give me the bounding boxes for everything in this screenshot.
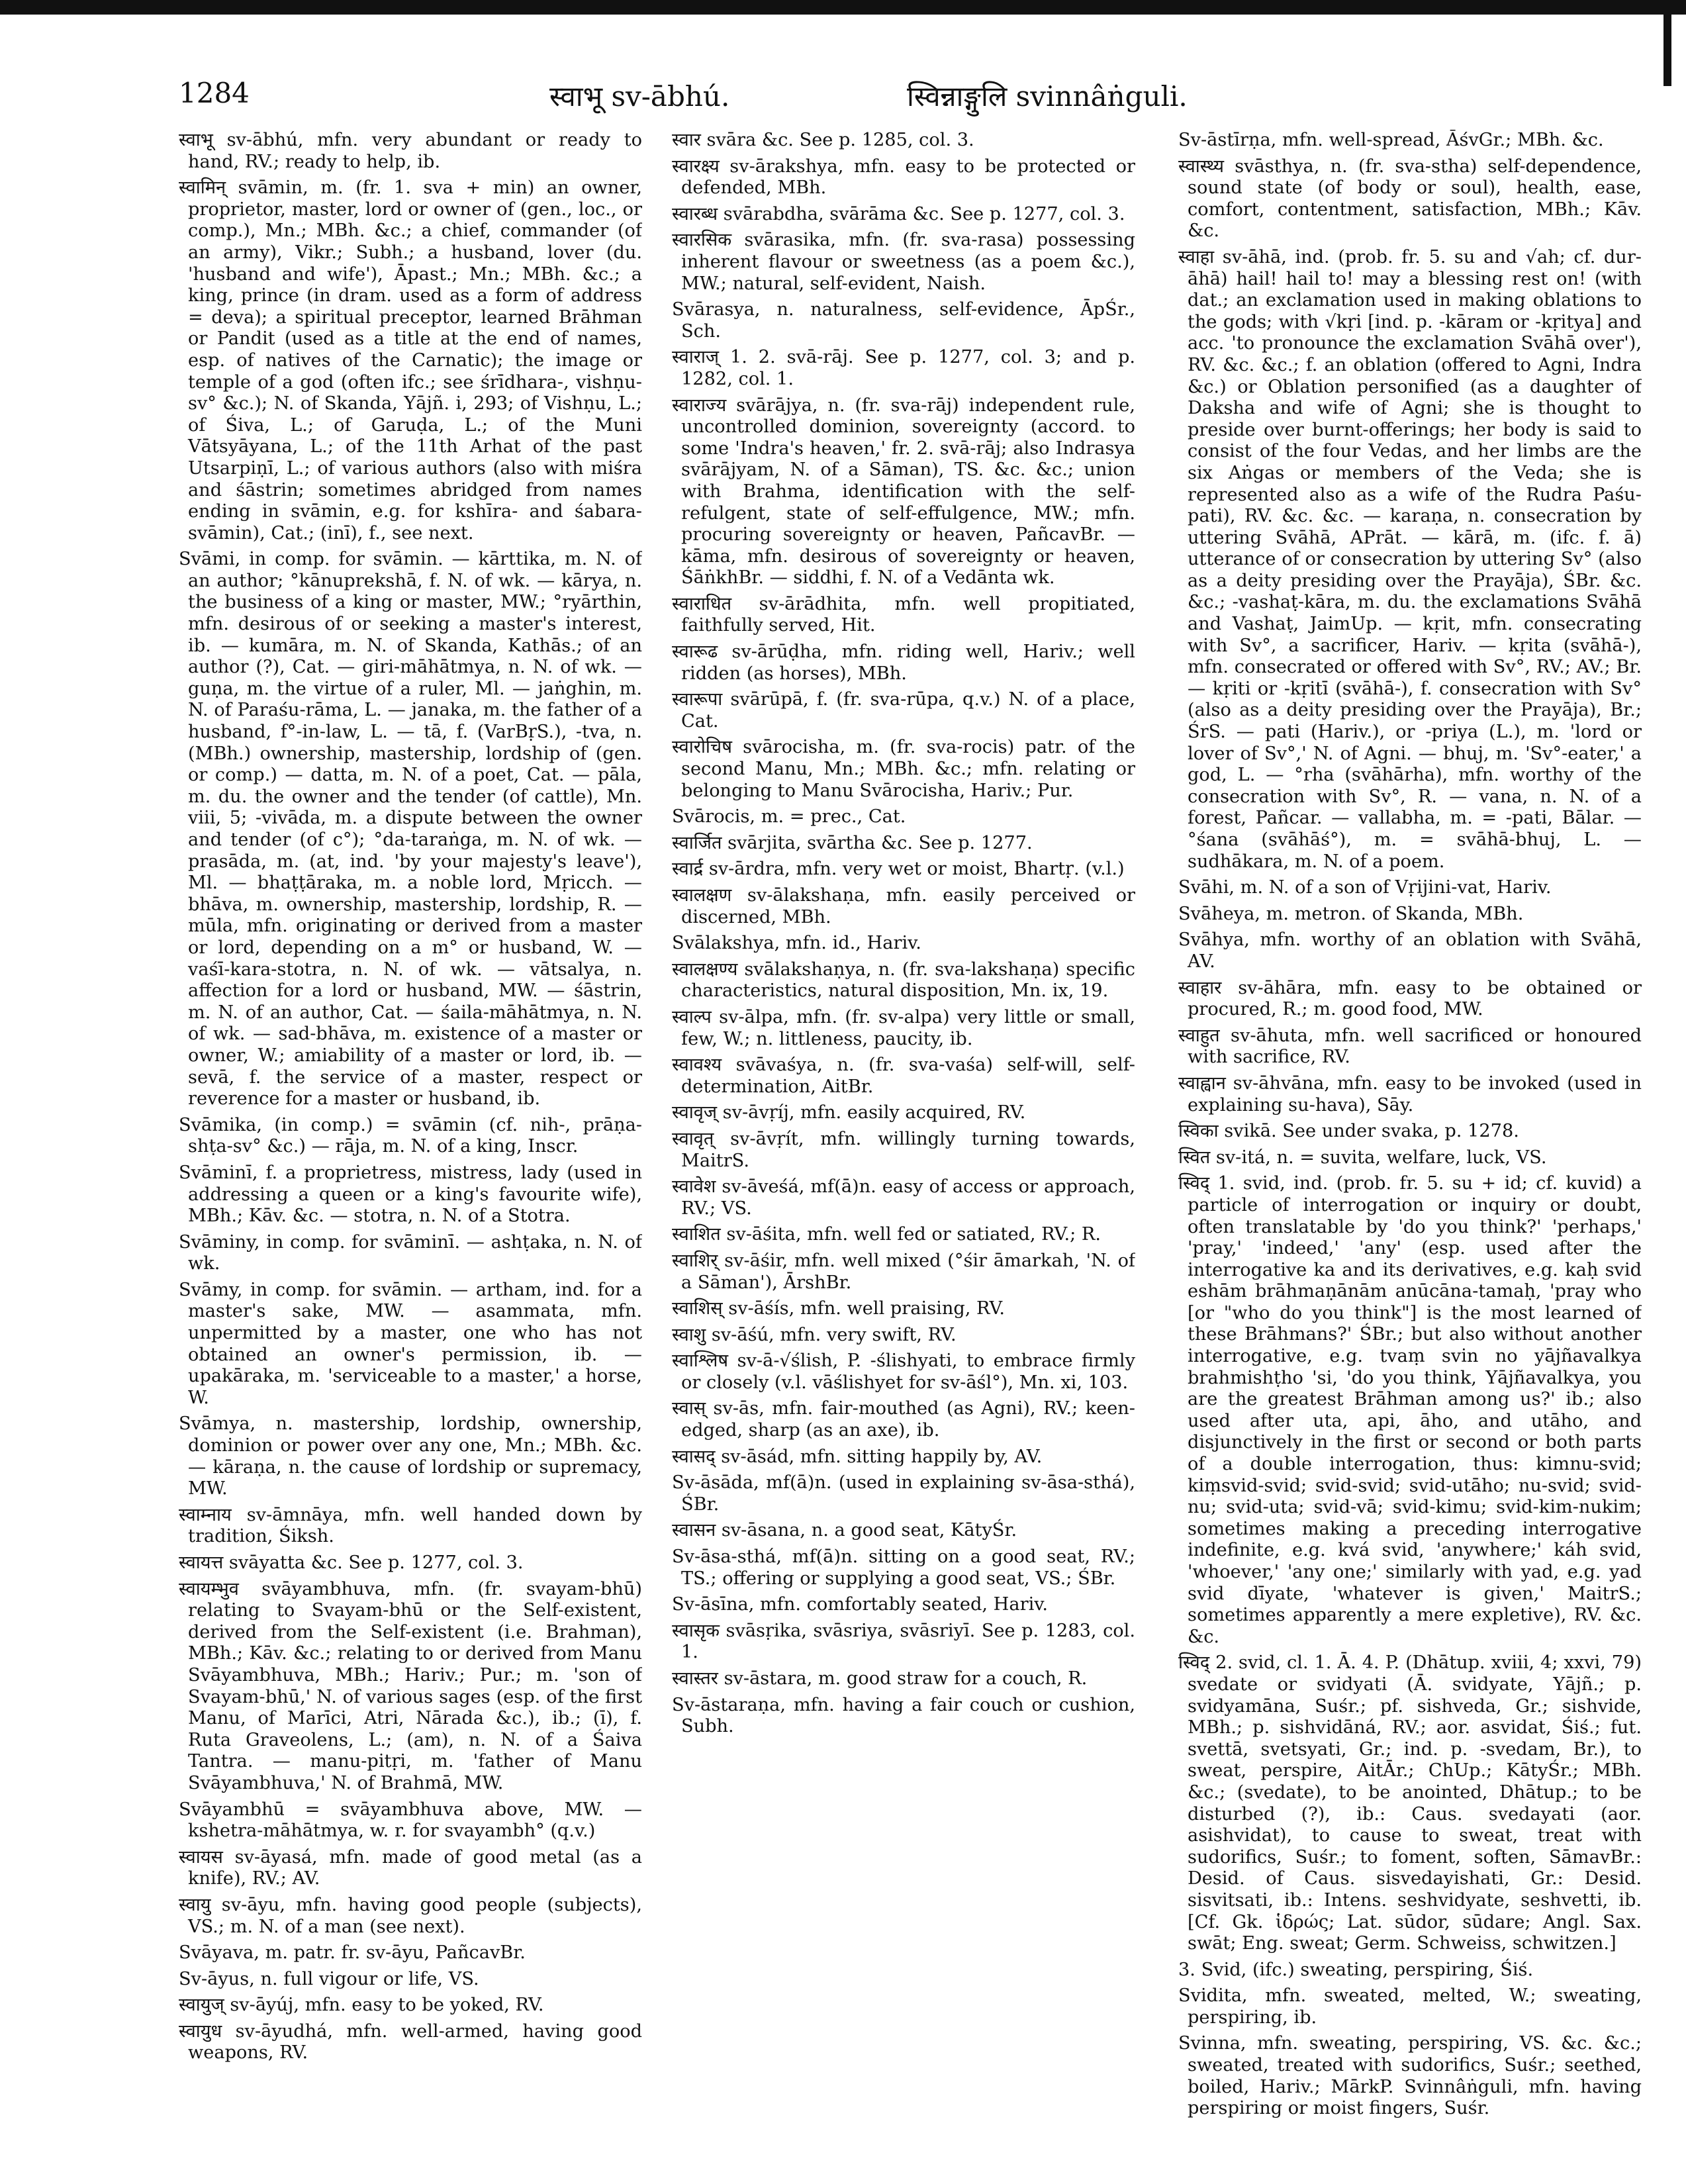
dictionary-entry: स्वाहा sv-āhā, ind. (prob. fr. 5. su and √ah; cf. dur-āhā) hail! hail to! may a blessing rest on! (with dat.; an exclamation used in making oblations to the gods; with √kṛi [ind. p. -kāram or -kṛitya] and acc. 'to pronounce the exclamation Svāhā over'), RV. &c. &c.; f. an oblation (offered to Agni, Indra &c.) or Oblation personified (as a daughter of Daksha and wife of Agni; she is thought to preside over burnt-offerings; her body is said to consist of the four Vedas, and her limbs are the six Aṅgas or members of the Veda; she is represented also as a wife of the Rudra Paśu-pati), RV. &c. &c. — karaṇa, n. consecration by uttering Svāhā, APrāt. — kārā, m. (ifc. f. ā) utterance of or consecration by uttering Sv° (also as a deity presiding over the Prayāja), ŚBr. &c. &c.; -vashaṭ-kāra, m. du. the exclamations Svāhā and Vashaṭ, JaimUp. — kṛit, mfn. consecrating with Sv°, a sacrificer, Hariv. — kṛita (svāhā-), mfn. consecrated or offered with Sv°, RV.; AV.; Br. — kṛiti or -kṛitī (svāhā-), f. consecration with Sv° (also as a deity presiding over the Prayāja), Br.; ŚrS. — pati (Hariv.), or -priya (L.), m. 'lord or lover of Sv°,' N. of Agni. — bhuj, m. 'Sv°-eater,' a god, L. — °rha (svāhārha), mfn. worthy of the consecration with Sv°, R. — vana, n. N. of a forest, Pañcar. — vallabha, m. = -pati, Bālar. — °śana (svāhāś°), m. = svāhā-bhuj, L. — sudhākara, m. N. of a poem. (1178, 246, 1642, 872)
dictionary-entry: Svāyava, m. patr. fr. sv-āyu, PañcavBr. (179, 1942, 526, 1964)
dictionary-entry: Sv-āyus, n. full vigour or life, VS. (179, 1968, 479, 1989)
dictionary-entry: स्वालक्षण sv-ālakshaṇa, mfn. easily perceived or discerned, MBh. (672, 885, 1135, 927)
dictionary-entry: स्वारसिक svārasika, mfn. (fr. sva-rasa) possessing inherent flavour or sweetness (as a poem &c.), MW.; natural, self-evident, Naish. (672, 230, 1135, 294)
dictionary-entry: स्वारूढ sv-ārūḍha, mfn. riding well, Hariv.; well ridden (as horses), MBh. (672, 641, 1135, 684)
dictionary-entry: स्विद् 2. svid, cl. 1. Ā. 4. P. (Dhātup. xviii, 4; xxvi, 79) svedate or svidyati (Ā. svidyate, Yājñ.; p. svidyamāna, Suśr.; pf. sishveda, Gr.; sishvide, MBh.; p. sishvidāná, RV.; aor. asvidat, Śiś.; fut. svettā, svetsyati, Gr.; ind. p. -svedam, Br.), to sweat, perspire, AitĀr.; ChUp.; KātyŚr.; MBh. &c.; (svedate), to be anointed, Dhātup.; to be disturbed (?), ib.: Caus. svedayati (aor. asishvidat), to cause to sweat, treat with sudorifics, Suśr.; to foment, soften, SāmavBr.: Desid. of Caus. sisvedayishati, Gr.: Desid. sisvitsati, ib.: Intens. seshvidyate, seshvetti, ib. [Cf. Gk. ἱδρώς; Lat. sūdor, sūdare; Angl. Sax. swāt; Eng. sweat; Germ. Schweiss, schwitzen.] (1178, 1652, 1642, 1954)
dictionary-entry: Svāminī, f. a proprietress, mistress, lady (used in addressing a queen or a king's favourite wife), MBh.; Kāv. &c. — stotra, n. N. of a Stotra. (179, 1162, 642, 1227)
dictionary-entry: स्वाशु sv-āśú, mfn. very swift, RV. (672, 1324, 957, 1345)
page-header (179, 71, 1671, 124)
top-rule (0, 0, 1686, 15)
dictionary-entry: स्वामिन् svāmin, m. (fr. 1. sva + min) an owner, proprietor, master, lord or owner of (gen., loc., or comp.), Mn.; MBh. &c.; a chief, commander (of an army), Vikr.; Subh.; a husband, lover (du. 'husband and wife'), Āpast.; Mn.; MBh. &c.; a king, prince (in dram. used as a form of address = deva); a spiritual preceptor, learned Brāhman or Pandit (used as a title at the end of names, esp. of natives of the Carnatic); the image or temple of a god (often ifc.; see śrīdhara-, vishṇu-sv° &c.); N. of Skanda, Yājñ. i, 293; of Vishṇu, L.; of Śiva, L.; of Garuḍa, L.; of the Muni Vātsyāyana, L.; of the 11th Arhat of the past Utsarpiṇī, L.; of various authors (also with miśra and śāstrin; sometimes abridged from names ending in svāmin, e.g. for kshīra- and śabara-svāmin), Cat.; (inī), f., see next. (179, 177, 642, 544)
dictionary-entry: स्वारोचिष svārocisha, m. (fr. sva-rocis) patr. of the second Manu, Mn.; MBh. &c.; mfn. relating or belonging to Manu Svārocisha, Hariv.; Pur. (672, 737, 1135, 801)
column-2 (672, 130, 1135, 2156)
dictionary-entry: Svāminy, in comp. for svāminī. — ashṭaka, n. N. of wk. (179, 1231, 642, 1274)
dictionary-entry: स्वावेश sv-āveśá, mf(ā)n. easy of access or approach, RV.; VS. (672, 1176, 1135, 1219)
dictionary-entry: स्वासद् sv-āsád, mfn. sitting happily by, AV. (672, 1446, 1043, 1467)
dictionary-entry: Svārocis, m. = prec., Cat. (672, 806, 906, 828)
dictionary-entry: Svāyambhū = svāyambhuva above, MW. — kshetra-māhātmya, w. r. for svayambh° (q.v.) (179, 1799, 642, 1842)
dictionary-entry: स्वायुध sv-āyudhá, mfn. well-armed, having good weapons, RV. (179, 2020, 642, 2064)
dictionary-entry: स्वावृज् sv-āvṛíj, mfn. easily acquired, RV. (672, 1102, 1026, 1123)
dictionary-entry: Svāmya, n. mastership, lordship, ownership, dominion or power over any one, Mn.; MBh. &c. — kāraṇa, n. the cause of lordship or supremacy, MW. (179, 1413, 642, 1499)
dictionary-entry: Svidita, mfn. sweated, melted, W.; sweating, perspiring, ib. (1178, 1985, 1642, 2028)
dictionary-entry: स्वास्तर sv-āstara, m. good straw for a couch, R. (672, 1668, 1088, 1689)
dictionary-entry: स्वित sv-itá, n. = suvita, welfare, luck, VS. (1178, 1147, 1547, 1168)
dictionary-entry: स्वार svāra &c. See p. 1285, col. 3. (672, 130, 974, 150)
page-number: 1284 (179, 77, 250, 109)
dictionary-entry: Sv-āsīna, mfn. comfortably seated, Hariv. (672, 1594, 1049, 1615)
dictionary-entry: स्वाराज् 1. 2. svā-rāj. See p. 1277, col. 3; and p. 1282, col. 1. (672, 347, 1135, 389)
dictionary-entry: स्वाहार sv-āhāra, mfn. easy to be obtained or procured, R.; m. good food, MW. (1178, 977, 1642, 1020)
dictionary-entry: स्वासन sv-āsana, n. a good seat, KātyŚr. (672, 1520, 1017, 1541)
dictionary-entry: Svāhya, mfn. worthy of an oblation with Svāhā, AV. (1178, 929, 1642, 972)
dictionary-entry: स्वाशिस् sv-āśís, mfn. well praising, RV. (672, 1298, 1006, 1319)
dictionary-entry: स्वाशिर् sv-āśir, mfn. well mixed (°śir āmarkah, 'N. of a Sāman'), ĀrshBr. (672, 1250, 1135, 1293)
dictionary-entry: स्वायम्भुव svāyambhuva, mfn. (fr. svayam-bhū) relating to Svayam-bhū or the Self-existent, derived from the Self-existent (i.e. Brahman), MBh.; Kāv. &c.; relating to or derived from Manu Svāyambhuva, MBh.; Hariv.; Pur.; m. 'son of Svayam-bhū,' N. of various sages (esp. of the first Manu, of Marīci, Atri, Nārada &c.), ib.; (ī), f. Ruta Graveolens, L.; (am), n. N. of a Śaiva Tantra. — manu-pitṛi, m. 'father of Manu Svāyambhuva,' N. of Brahmā, MW. (179, 1578, 642, 1793)
dictionary-entry: स्वावश्य svāvaśya, n. (fr. sva-vaśa) self-will, self-determination, AitBr. (672, 1055, 1135, 1097)
dictionary-entry: Sv-āstaraṇa, mfn. having a fair couch or cushion, Subh. (672, 1694, 1135, 1737)
dictionary-entry: स्वाम्नाय sv-āmnāya, mfn. well handed down by tradition, Śiksh. (179, 1504, 642, 1547)
header-left-catchword: स्वाभू sv-ābhú. (549, 80, 730, 113)
dictionary-entry: स्वावृत् sv-āvṛít, mfn. willingly turning towards, MaitrS. (672, 1128, 1135, 1171)
dictionary-entry: स्वारब्ध svārabdha, svārāma &c. See p. 1277, col. 3. (672, 203, 1125, 224)
column-1 (179, 130, 642, 2156)
dictionary-entry: स्वार्द्र sv-ārdra, mfn. very wet or moist, Bhartṛ. (v.l.) (672, 859, 1125, 880)
dictionary-entry: स्वाल्प sv-ālpa, mfn. (fr. sv-alpa) very little or small, few, W.; n. littleness, paucity, ib. (672, 1006, 1135, 1049)
dictionary-entry: स्वालक्षण्य svālakshaṇya, n. (fr. sva-lakshaṇa) specific characteristics, natural disposition, Mn. ix, 19. (672, 959, 1135, 1002)
dictionary-entry: स्वायुज् sv-āyúj, mfn. easy to be yoked, RV. (179, 1995, 544, 2016)
column-3 (1178, 130, 1642, 2156)
header-right-catchword: स्विन्नाङ्गुलि svinnâṅguli. (907, 80, 1188, 113)
dictionary-entry: Svāmi, in comp. for svāmin. — kārttika, m. N. of an author; °kānuprekshā, f. N. of wk. — kārya, n. the business of a king or master, MW.; °ryārthin, mfn. desirous of or seeking a master's interest, ib. — kumāra, m. N. of Skanda, Kathās.; of an author (?), Cat. — giri-māhātmya, n. N. of wk. — guṇa, m. the virtue of a ruler, Ml. — jaṅghin, m. N. of Paraśu-rāma, L. — janaka, m. the father of a husband, f°-in-law, L. — tā, f. (VarBṛS.), -tva, n. (MBh.) ownership, mastership, lordship of (gen. or comp.) — datta, m. N. of a poet, Cat. — pāla, m. du. the owner and the tender (of cattle), Mn. viii, 5; -vivāda, m. a dispute between the owner and tender (of c°); °da-taraṅga, m. N. of wk. — prasāda, m. (at, ind. 'by your majesty's leave'), Ml. — bhaṭṭāraka, m. a noble lord, Mṛicch. — bhāva, m. ownership, mastership, lordship, R. — mūla, mfn. originating or derived from a master or lord, depending on a m° or husband, W. — vaśī-kara-stotra, n. N. of wk. — vātsalya, n. affection for a lord or husband, MW. — śāstrin, m. N. of an author, Cat. — śaila-māhātmya, n. N. of wk. — sad-bhāva, m. existence of a master or owner, W.; amiability of a master or lord, ib. — sevā, f. the service of a master, respect or reverence for a master or husband, ib. (179, 549, 642, 1110)
dictionary-entry: स्वासृक svāsṛika, svāsriya, svāsriyī. See p. 1283, col. 1. (672, 1620, 1135, 1663)
dictionary-entry: Svāheya, m. metron. of Skanda, MBh. (1178, 903, 1524, 924)
dictionary-entry: Svāmy, in comp. for svāmin. — artham, ind. for a master's sake, MW. — asammata, mfn. unpermitted by a master, one who has not obtained an owner's permission, ib. — upakāraka, m. 'serviceable to a master,' a horse, W. (179, 1279, 642, 1408)
dictionary-entry: Svāhi, m. N. of a son of Vṛijini-vat, Hariv. (1178, 877, 1552, 898)
dictionary-entry: स्विका svikā. See under svaka, p. 1278. (1178, 1121, 1519, 1142)
dictionary-entry: Svāmika, (in comp.) = svāmin (cf. nih-, prāṇa-shṭa-sv° &c.) — rāja, m. N. of a king, Inscr. (179, 1114, 642, 1157)
dictionary-entry: स्वाभू sv-ābhú, mfn. very abundant or ready to hand, RV.; ready to help, ib. (179, 130, 642, 172)
dictionary-entry: स्वायस sv-āyasá, mfn. made of good metal (as a knife), RV.; AV. (179, 1846, 642, 1889)
dictionary-entry: स्वाह्वान sv-āhvāna, mfn. easy to be invoked (used in explaining su-hava), Sāy. (1178, 1072, 1642, 1116)
dictionary-entry: स्वाहुत sv-āhuta, mfn. well sacrificed or honoured with sacrifice, RV. (1178, 1025, 1642, 1068)
dictionary-entry: Sv-āstīrṇa, mfn. well-spread, ĀśvGr.; MBh. &c. (1178, 130, 1604, 150)
dictionary-entry: 3. Svid, (ifc.) sweating, perspiring, Śiś. (1178, 1959, 1534, 1980)
dictionary-entry: स्वास्थ्य svāsthya, n. (fr. sva-stha) self-dependence, sound state (of body or soul), health, ease, comfort, contentment, satisfaction, MBh.; Kāv. &c. (1178, 156, 1642, 242)
dictionary-entry: स्वारक्ष्य sv-ārakshya, mfn. easy to be protected or defended, MBh. (672, 156, 1135, 199)
dictionary-entry: स्वाश्लिष sv-ā-√ślish, P. -ślishyati, to embrace firmly or closely (v.l. vāślishyet for sv-āśl°), Mn. xi, 103. (672, 1351, 1135, 1393)
dictionary-entry: स्वाशित sv-āśita, mfn. well fed or satiated, RV.; R. (672, 1224, 1101, 1245)
dictionary-entry: स्वास् sv-ās, mfn. fair-mouthed (as Agni), RV.; keen-edged, sharp (as an axe), ib. (672, 1398, 1135, 1441)
dictionary-entry: स्वार्जित svārjita, svārtha &c. See p. 1277. (672, 832, 1033, 853)
dictionary-entry: Sv-āsa-sthá, mf(ā)n. sitting on a good seat, RV.; TS.; offering or supplying a good seat, VS.; ŚBr. (672, 1546, 1135, 1589)
dictionary-entry: स्वाराज्य svārājya, n. (fr. sva-rāj) independent rule, uncontrolled dominion, sovereignty (accord. to some 'Indra's heaven,' fr. 2. svā-rāj; also Indrasya svārājyam, N. of a Sāman), TS. &c. &c.; union with Brahma, identification with the self-refulgent, state of self-effulgence, MW.; mfn. procuring sovereignty or heaven, PañcavBr. — kāma, mfn. desirous of sovereignty or heaven, ŚāṅkhBr. — siddhi, f. N. of a Vedānta wk. (672, 395, 1135, 589)
dictionary-entry: Svinna, mfn. sweating, perspiring, VS. &c. &c.; sweated, treated with sudorifics, Suśr.; seethed, boiled, Hariv.; MārkP. Svinnâṅguli, mfn. having perspiring or moist fingers, Suśr. (1178, 2033, 1642, 2119)
dictionary-entry: स्वायत्त svāyatta &c. See p. 1277, col. 3. (179, 1552, 524, 1573)
dictionary-entry: Sv-āsāda, mf(ā)n. (used in explaining sv-āsa-sthá), ŚBr. (672, 1472, 1135, 1515)
dictionary-entry: Svālakshya, mfn. id., Hariv. (672, 933, 921, 954)
dictionary-entry: Svārasya, n. naturalness, self-evidence, ĀpŚr., Sch. (672, 299, 1135, 342)
dictionary-entry: स्वाराधित sv-ārādhita, mfn. well propitiated, faithfully served, Hit. (672, 593, 1135, 636)
dictionary-entry: स्विद् 1. svid, ind. (prob. fr. 5. su + id; cf. kuvid) a particle of interrogation or inquiry or doubt, often translatable by 'do you think?' 'perhaps,' 'pray,' 'indeed,' 'any' (esp. used after the interrogative ka and its derivatives, e.g. kaḥ svid eshām brāhmaṇānām anūcāna-tamaḥ, 'pray who [or "who do you think"] is the most learned of these Brāhmans?' ŚBr.; but also without another interrogative, e.g. tvaṃ svin no yājñavalkya brahmishṭho 'si, 'do you think, Yājñavalkya, you are the greatest Brāhman among us?' ib.; also used after uta, api, āho, and utāho, and disjunctively in the first or second or both parts of a double interrogation, thus: kimnu-svid; kiṃsvid-svid; svid-svid; svid-utāho; nu-svid; svid-nu; svid-uta; svid-vā; svid-kimu; svid-kim-nukim; sometimes making a preceding interrogative indefinite, e.g. kvá svid, 'anywhere;' káh svid, 'whoever,' 'any one;' similarly with yad, e.g. yad svid dīyate, 'whatever is given,' MaitrS.; sometimes apparently a mere expletive), RV. &c. &c. (1178, 1173, 1642, 1647)
dictionary-entry: स्वायु sv-āyu, mfn. having good people (subjects), VS.; m. N. of a man (see next). (179, 1894, 642, 1937)
dictionary-entry: स्वारूपा svārūpā, f. (fr. sva-rūpa, q.v.) N. of a place, Cat. (672, 689, 1135, 732)
